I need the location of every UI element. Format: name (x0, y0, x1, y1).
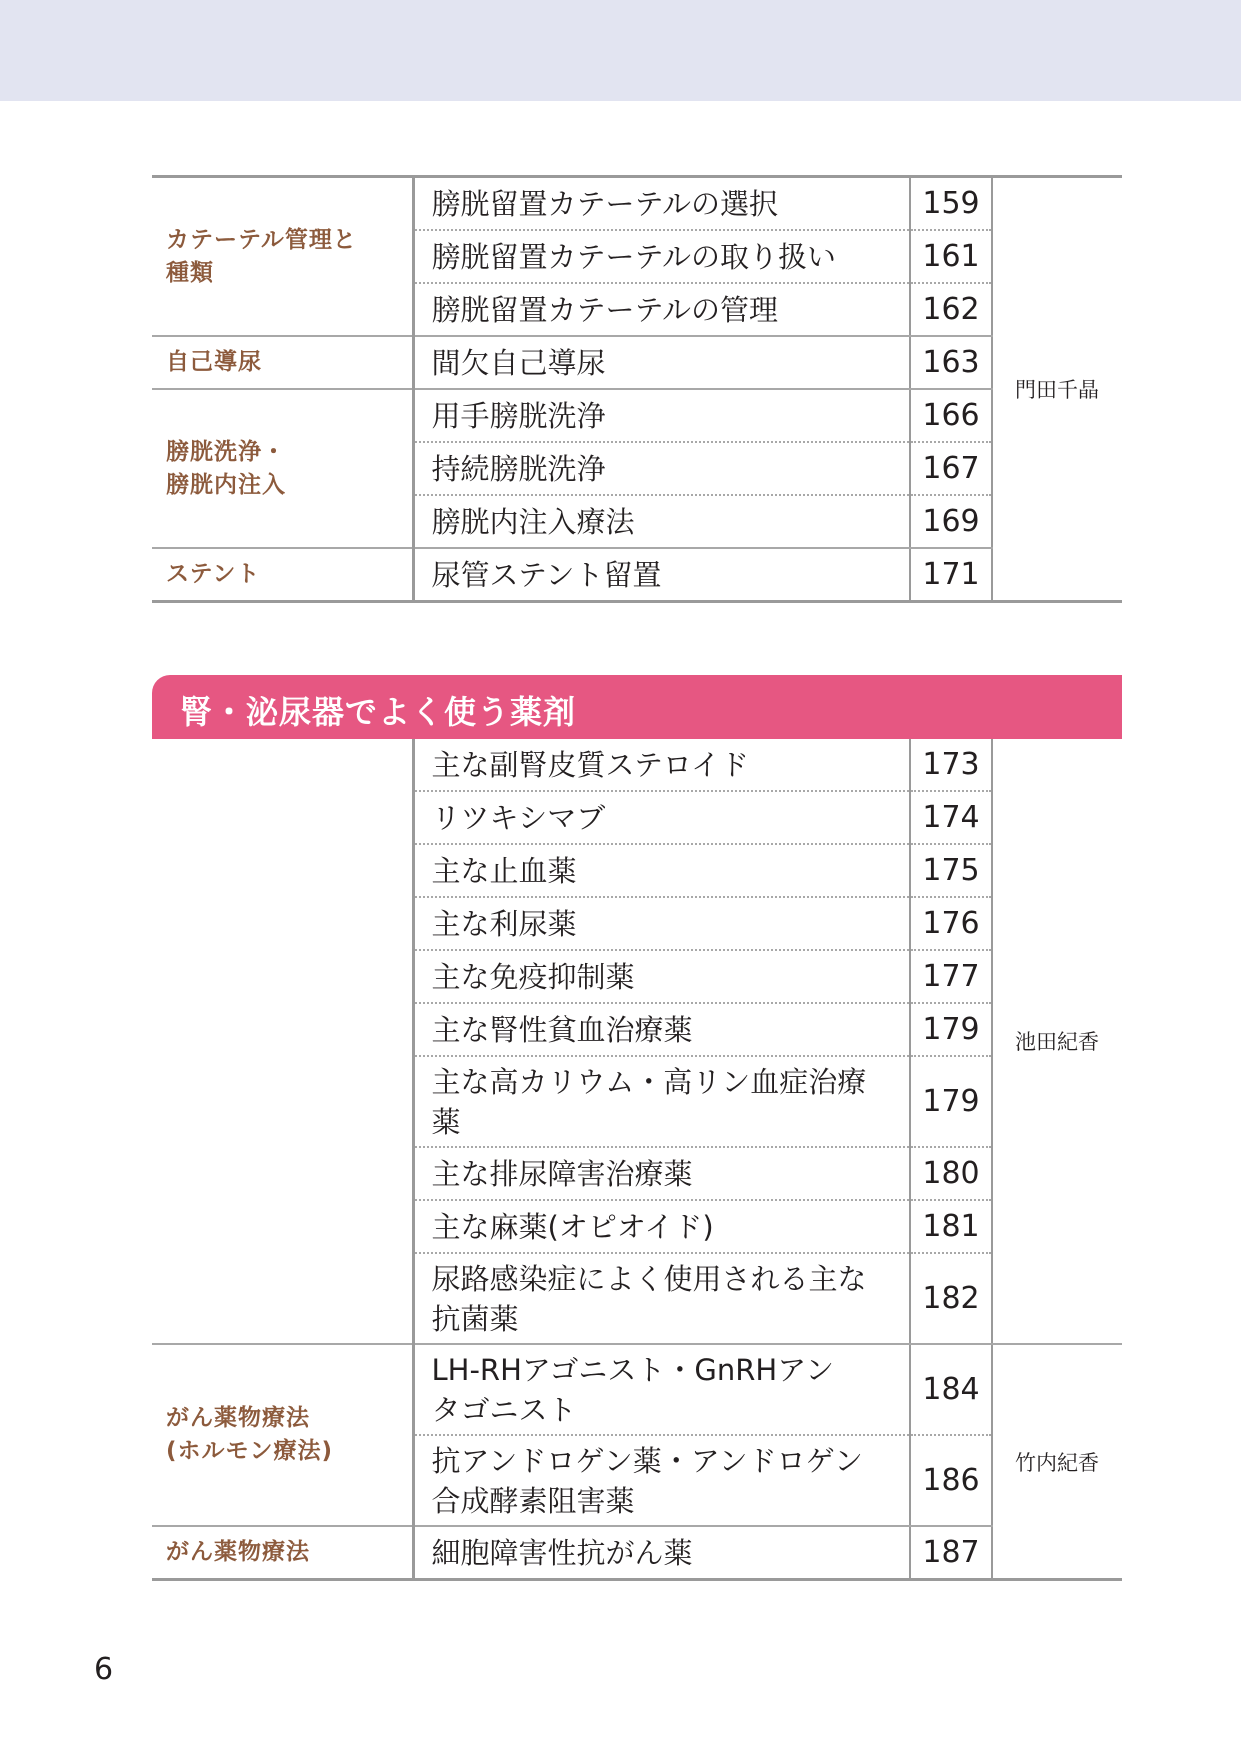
toc-entry-page[interactable]: 176 (910, 897, 992, 950)
toc-entry-page[interactable]: 174 (910, 791, 992, 844)
category-chemotherapy: がん薬物療法 (152, 1526, 413, 1580)
toc-entry-page[interactable]: 162 (910, 283, 992, 336)
header-band (0, 0, 1241, 101)
category-self-catheterization: 自己導尿 (152, 336, 413, 389)
toc-entry-page[interactable]: 187 (910, 1526, 992, 1580)
author-kadota: 門田千晶 (992, 177, 1122, 602)
toc-entry-title[interactable]: 膀胱留置カテーテルの管理 (413, 283, 910, 336)
toc-entry-title[interactable]: 尿管ステント留置 (413, 548, 910, 602)
toc-entry-title[interactable]: 主な麻薬(オピオイド) (413, 1200, 910, 1253)
toc-entry-title[interactable]: 主な免疫抑制薬 (413, 950, 910, 1003)
category-blank (152, 739, 413, 1344)
toc-entry-page[interactable]: 186 (910, 1435, 992, 1526)
toc-entry-title[interactable]: 細胞障害性抗がん薬 (413, 1526, 910, 1580)
toc-entry-title[interactable]: 持続膀胱洗浄 (413, 442, 910, 495)
category-catheter: カテーテル管理と 種類 (152, 177, 413, 337)
toc-entry-page[interactable]: 161 (910, 230, 992, 283)
author-takeuchi: 竹内紀香 (992, 1344, 1122, 1580)
category-bladder-irrigation: 膀胱洗浄・ 膀胱内注入 (152, 389, 413, 548)
toc-entry-page[interactable]: 167 (910, 442, 992, 495)
toc-entry-page[interactable]: 171 (910, 548, 992, 602)
toc-entry-title[interactable]: 主な排尿障害治療薬 (413, 1147, 910, 1200)
toc-entry-page[interactable]: 181 (910, 1200, 992, 1253)
toc-entry-title[interactable]: 尿路感染症によく使用される主な 抗菌薬 (413, 1253, 910, 1344)
category-stent: ステント (152, 548, 413, 602)
toc-entry-title[interactable]: 抗アンドロゲン薬・アンドロゲン 合成酵素阻害薬 (413, 1435, 910, 1526)
toc-entry-title[interactable]: 間欠自己導尿 (413, 336, 910, 389)
toc-entry-title[interactable]: 主な副腎皮質ステロイド (413, 739, 910, 791)
section-heading-text: 腎・泌尿器でよく使う薬剤 (180, 693, 577, 731)
author-ikeda: 池田紀香 (992, 739, 1122, 1344)
toc-entry-page[interactable]: 177 (910, 950, 992, 1003)
toc-entry-page[interactable]: 169 (910, 495, 992, 548)
toc-entry-page[interactable]: 184 (910, 1344, 992, 1435)
toc-entry-title[interactable]: リツキシマブ (413, 791, 910, 844)
toc-entry-title[interactable]: 主な高カリウム・高リン血症治療 薬 (413, 1056, 910, 1147)
toc-entry-page[interactable]: 182 (910, 1253, 992, 1344)
toc-entry-page[interactable]: 173 (910, 739, 992, 791)
toc-entry-title[interactable]: 膀胱留置カテーテルの取り扱い (413, 230, 910, 283)
toc-entry-page[interactable]: 159 (910, 177, 992, 231)
toc-entry-page[interactable]: 179 (910, 1056, 992, 1147)
toc-entry-title[interactable]: 膀胱留置カテーテルの選択 (413, 177, 910, 231)
toc-entry-page[interactable]: 175 (910, 844, 992, 897)
toc-table-drugs (152, 739, 1122, 1581)
toc-table-catheter (152, 175, 1122, 603)
toc-entry-title[interactable]: 膀胱内注入療法 (413, 495, 910, 548)
toc-entry-page[interactable]: 166 (910, 389, 992, 442)
page-number: 6 (94, 1652, 114, 1687)
toc-entry-title[interactable]: 主な利尿薬 (413, 897, 910, 950)
category-hormone-therapy: がん薬物療法 (ホルモン療法) (152, 1344, 413, 1526)
toc-entry-title[interactable]: 主な腎性貧血治療薬 (413, 1003, 910, 1056)
toc-entry-title[interactable]: 主な止血薬 (413, 844, 910, 897)
toc-entry-title[interactable]: 用手膀胱洗浄 (413, 389, 910, 442)
toc-entry-page[interactable]: 163 (910, 336, 992, 389)
toc-entry-page[interactable]: 180 (910, 1147, 992, 1200)
section-heading-drugs (152, 675, 1122, 739)
toc-entry-title[interactable]: LH-RHアゴニスト・GnRHアン タゴニスト (413, 1344, 910, 1435)
toc-entry-page[interactable]: 179 (910, 1003, 992, 1056)
